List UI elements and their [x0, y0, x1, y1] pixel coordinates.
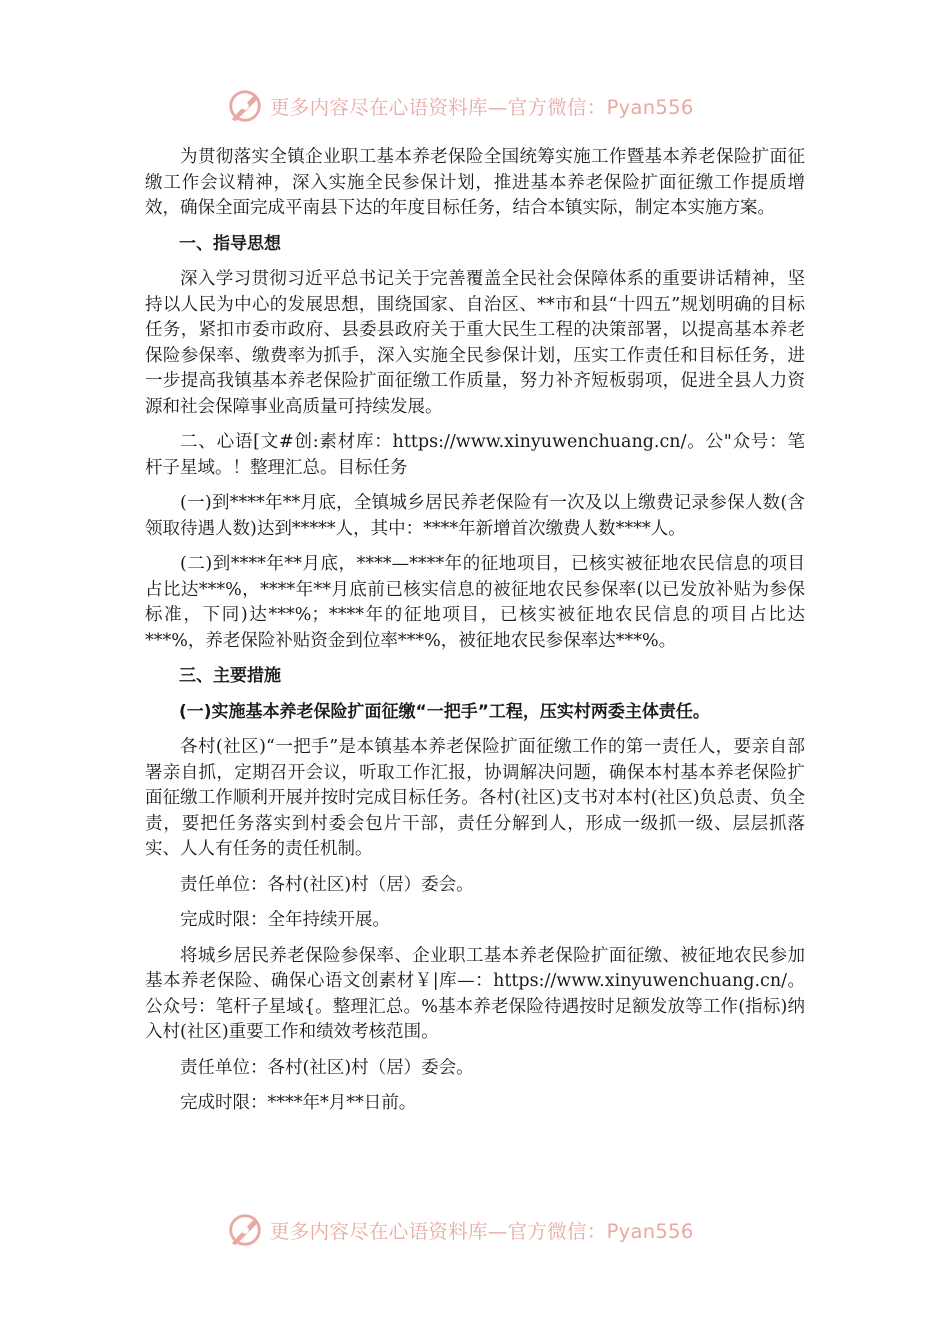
body-paragraph: 将城乡居民养老保险参保率、企业职工基本养老保险扩面征缴、被征地农民参加基本养老保险、确保心语文创素材￥|库—：https://www.xinyuwenchuang.cn/。公众号：笔杆子星域{。整理汇总。%基本养老保险待遇按时足额发放等工作(指标)纳入村(社区)重要工作和绩效考核范围。: [145, 945, 805, 1042]
footer-banner: [226, 1210, 726, 1250]
subsection-heading: (一)实施基本养老保险扩面征缴“一把手”工程，压实村两委主体责任。: [179, 701, 710, 722]
body-paragraph: 各村(社区)“一把手”是本镇基本养老保险扩面征缴工作的第一责任人，要亲自部署亲自抓，定期召开会议，听取工作汇报，协调解决问题，确保本村基本养老保险扩面征缴工作顺利开展并按时完成目标任务。各村(社区)支书对本村(社区)负总责、负全责，要把任务落实到村委会包片干部，责任分解到人，形成一级抓一级、层层抓落实、人人有任务的责任机制。: [145, 737, 805, 859]
body-paragraph: 深入学习贯彻习近平总书记关于完善覆盖全民社会保障体系的重要讲话精神，坚持以人民为中心的发展思想，围绕国家、自治区、**市和县“十四五”规划明确的目标任务，紧扣市委市政府、县委县政府关于重大民生工程的决策部署，以提高基本养老保险参保率、缴费率为抓手，深入实施全民参保计划，压实工作责任和目标任务，进一步提高我镇基本养老保险扩面征缴工作质量，努力补齐短板弱项，促进全县人力资源和社会保障事业高质量可持续发展。: [145, 269, 805, 417]
pen-seal-icon: [226, 1211, 264, 1249]
responsible-unit: 责任单位：各村(社区)村（居）委会。: [180, 1057, 474, 1078]
section-heading: 三、主要措施: [179, 666, 281, 686]
body-paragraph: (二)到****年**月底，****—****年的征地项目，已核实被征地农民信息的项目占比达***%，****年**月底前已核实信息的被征地农民参保率(以已发放补贴为参保标准，下同)达***%；****年的征地项目，已核实被征地农民信息的项目占比达***%，养老保险补贴资金到位率***%，被征地农民参保率达***%。: [145, 554, 805, 651]
header-banner: [226, 86, 726, 126]
body-paragraph: (一)到****年**月底，全镇城乡居民养老保险有一次及以上缴费记录参保人数(含领取待遇人数)达到*****人，其中：****年新增首次缴费人数****人。: [145, 493, 805, 539]
deadline: 完成时限：全年持续开展。: [180, 910, 390, 930]
banner-text: 更多内容尽在心语资料库—官方微信：Pyan556: [270, 96, 694, 119]
intro-paragraph: 为贯彻落实全镇企业职工基本养老保险全国统筹实施工作暨基本养老保险扩面征缴工作会议精神，深入实施全民参保计划，推进基本养老保险扩面征缴工作提质增效，确保全面完成平南县下达的年度目标任务，结合本镇实际，制定本实施方案。: [145, 147, 805, 218]
banner-text: 更多内容尽在心语资料库—官方微信：Pyan556: [270, 1220, 694, 1243]
document-body: [145, 145, 805, 1117]
deadline: 完成时限：****年*月**日前。: [180, 1093, 417, 1113]
pen-seal-icon: [226, 87, 264, 125]
responsible-unit: 责任单位：各村(社区)村（居）委会。: [180, 874, 474, 895]
section-heading: 一、指导思想: [179, 233, 281, 254]
section-heading: 二、心语[文#创:素材库：https://www.xinyuwenchuang.cn/。公"众号：笔杆子星域。！整理汇总。目标任务: [145, 432, 805, 478]
